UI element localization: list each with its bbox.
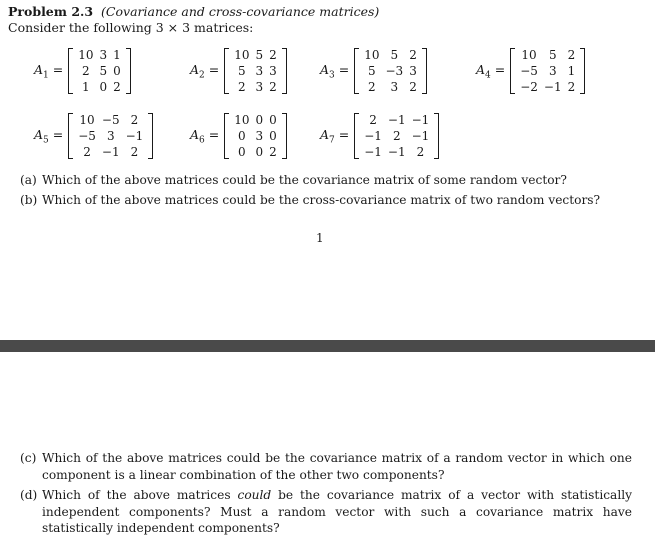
matrix-symbol: A: [190, 61, 200, 77]
matrix-index: 1: [43, 70, 49, 81]
matrix-row: [361, 47, 420, 63]
matrix-entry: 3: [255, 129, 264, 143]
matrix-entry: 2: [130, 113, 139, 127]
question-text: [42, 487, 632, 537]
matrix-entry: 10: [521, 48, 537, 62]
problem-intro: Consider the following 3 × 3 matrices:: [8, 20, 254, 35]
question-c: [20, 450, 632, 483]
matrix-entry: 0: [99, 80, 108, 94]
matrix-index: 3: [329, 70, 335, 81]
matrix-body: [75, 112, 146, 160]
matrix-body: [75, 47, 124, 95]
problem-subtitle: (Covariance and cross-covariance matrices): [101, 4, 380, 19]
matrix-row: [231, 144, 280, 160]
matrix-entry: 10: [78, 48, 94, 62]
matrix-entry: 3: [255, 64, 264, 78]
matrix-index: 7: [329, 135, 335, 146]
matrix-entry: 3: [99, 48, 108, 62]
page-2: [0, 352, 655, 545]
matrix-a1: [34, 44, 131, 98]
matrix-brackets: [224, 47, 287, 95]
matrix-row: [75, 112, 146, 128]
matrix-row: [75, 128, 146, 144]
matrix-index: 4: [485, 70, 491, 81]
matrix-entry: −5: [78, 129, 96, 143]
matrix-symbol: A: [34, 61, 44, 77]
question-emphasis: could: [237, 488, 272, 502]
matrix-entry: 3: [548, 64, 557, 78]
matrix-row: [75, 79, 124, 95]
matrix-entry: 2: [130, 145, 139, 159]
matrix-row: [517, 79, 578, 95]
matrix-row: [361, 128, 432, 144]
question-b: [20, 192, 640, 209]
question-text-end: be the covariance matrix of a vector with statistically independent components? Must a random vector with such a covariance matrix have statistically independent components?: [42, 488, 633, 535]
matrix-entry: −1: [411, 129, 430, 143]
matrix-row: [361, 112, 432, 128]
question-tag: (a): [20, 173, 37, 187]
matrix-symbol: A: [34, 126, 44, 142]
question-tag: (d): [20, 488, 38, 502]
matrix-row: [231, 63, 280, 79]
matrix-entry: 2: [416, 145, 425, 159]
matrix-entry: −1: [543, 80, 562, 94]
matrix-body: [361, 47, 420, 95]
matrix-entry: 2: [392, 129, 401, 143]
matrix-entry: 2: [369, 113, 377, 127]
matrix-brackets: [510, 47, 585, 95]
matrix-row: [361, 63, 420, 79]
matrix-entry: 5: [99, 64, 108, 78]
matrix-symbol: A: [476, 61, 486, 77]
matrix-entry: 10: [234, 113, 250, 127]
matrix-row: [75, 144, 146, 160]
matrix-entry: −3: [385, 64, 404, 78]
matrix-entry: 0: [269, 129, 277, 143]
problem-title: [8, 4, 379, 19]
matrix-entry: 3: [409, 64, 417, 78]
equals-sign: =: [334, 61, 350, 77]
equals-sign: =: [48, 126, 64, 142]
matrix-body: [517, 47, 578, 95]
matrix-row: [231, 47, 280, 63]
matrix-label: [320, 127, 349, 146]
equals-sign: =: [204, 126, 220, 142]
matrix-entry: 2: [269, 145, 277, 159]
matrix-entry: 2: [113, 80, 121, 94]
matrix-a7: [320, 109, 439, 163]
matrix-index: 5: [43, 135, 49, 146]
matrix-entry: 5: [390, 48, 399, 62]
matrix-label: [190, 62, 219, 81]
matrix-entry: −1: [364, 129, 382, 143]
matrix-row: [361, 79, 420, 95]
question-d: [20, 487, 632, 537]
problem-number: Problem 2.3: [8, 4, 94, 19]
question-tag: (b): [20, 193, 38, 207]
matrix-body: [231, 112, 280, 160]
matrix-row: [231, 112, 280, 128]
matrix-row: [75, 47, 124, 63]
matrix-entry: 0: [255, 113, 264, 127]
matrix-entry: 3: [255, 80, 264, 94]
matrix-entry: −5: [520, 64, 538, 78]
matrix-a6: [190, 109, 287, 163]
matrix-symbol: A: [320, 61, 330, 77]
page-separator: [0, 340, 655, 352]
equals-sign: =: [334, 126, 350, 142]
matrix-a3: [320, 44, 427, 98]
matrix-entry: 1: [82, 80, 90, 94]
question-text: Which of the above matrices could be the covariance matrix of a random vector in which one component is a linear combination of the other two components?: [42, 451, 632, 482]
matrix-entry: 2: [269, 48, 277, 62]
matrix-entry: 3: [106, 129, 115, 143]
matrix-row: [517, 63, 578, 79]
matrix-entry: 0: [113, 64, 121, 78]
matrix-label: [476, 62, 505, 81]
matrix-entry: −2: [520, 80, 538, 94]
matrix-brackets: [354, 112, 439, 160]
matrix-entry: 5: [255, 48, 264, 62]
matrix-entry: −1: [125, 129, 144, 143]
matrix-entry: −1: [101, 145, 120, 159]
matrix-brackets: [224, 112, 287, 160]
matrix-label: [320, 62, 349, 81]
matrix-label: [34, 127, 63, 146]
matrix-entry: 5: [238, 64, 246, 78]
matrix-a5: [34, 109, 153, 163]
matrix-entry: −5: [101, 113, 120, 127]
matrix-entry: 5: [368, 64, 376, 78]
matrix-entry: 0: [238, 129, 246, 143]
matrix-entry: 0: [269, 113, 277, 127]
matrix-index: 2: [199, 70, 205, 81]
matrix-brackets: [354, 47, 427, 95]
page-number: 1: [316, 231, 324, 245]
matrix-entry: 2: [409, 48, 417, 62]
matrix-entry: −1: [364, 145, 382, 159]
matrix-row: [361, 144, 432, 160]
matrix-entry: 3: [269, 64, 277, 78]
equals-sign: =: [204, 61, 220, 77]
matrix-entry: −1: [387, 145, 406, 159]
matrix-entry: 3: [390, 80, 399, 94]
matrix-entry: 2: [83, 145, 91, 159]
matrix-body: [361, 112, 432, 160]
matrix-entry: 2: [567, 48, 576, 62]
matrix-entry: 10: [234, 48, 250, 62]
question-tag: (c): [20, 451, 37, 465]
matrix-entry: 5: [548, 48, 557, 62]
matrix-entry: −1: [411, 113, 430, 127]
matrix-row: [75, 63, 124, 79]
matrix-entry: 2: [238, 80, 246, 94]
matrix-row: [231, 128, 280, 144]
matrix-row: [231, 79, 280, 95]
matrix-entry: 2: [567, 80, 576, 94]
question-text: Which of the above matrices could be the cross-covariance matrix of two random vectors?: [42, 193, 601, 207]
matrix-entry: 0: [238, 145, 246, 159]
matrix-entry: 10: [79, 113, 95, 127]
matrix-entry: 2: [269, 80, 277, 94]
matrix-label: [190, 127, 219, 146]
matrix-entry: 1: [113, 48, 121, 62]
matrix-symbol: A: [320, 126, 330, 142]
question-text-start: Which of the above matrices: [42, 488, 238, 502]
question-a: [20, 172, 640, 189]
matrix-brackets: [68, 47, 131, 95]
matrix-entry: 1: [567, 64, 576, 78]
matrix-entry: 2: [409, 80, 417, 94]
matrix-row: [517, 47, 578, 63]
matrix-symbol: A: [190, 126, 200, 142]
matrix-label: [34, 62, 63, 81]
equals-sign: =: [48, 61, 64, 77]
matrix-index: 6: [199, 135, 205, 146]
matrix-entry: 10: [364, 48, 380, 62]
matrix-brackets: [68, 112, 153, 160]
matrix-a2: [190, 44, 287, 98]
matrix-body: [231, 47, 280, 95]
matrix-a4: [476, 44, 585, 98]
matrix-entry: 2: [82, 64, 90, 78]
matrix-entry: −1: [387, 113, 406, 127]
matrix-entry: 0: [255, 145, 264, 159]
matrix-entry: 2: [368, 80, 376, 94]
question-text: Which of the above matrices could be the covariance matrix of some random vector?: [42, 173, 567, 187]
equals-sign: =: [490, 61, 506, 77]
